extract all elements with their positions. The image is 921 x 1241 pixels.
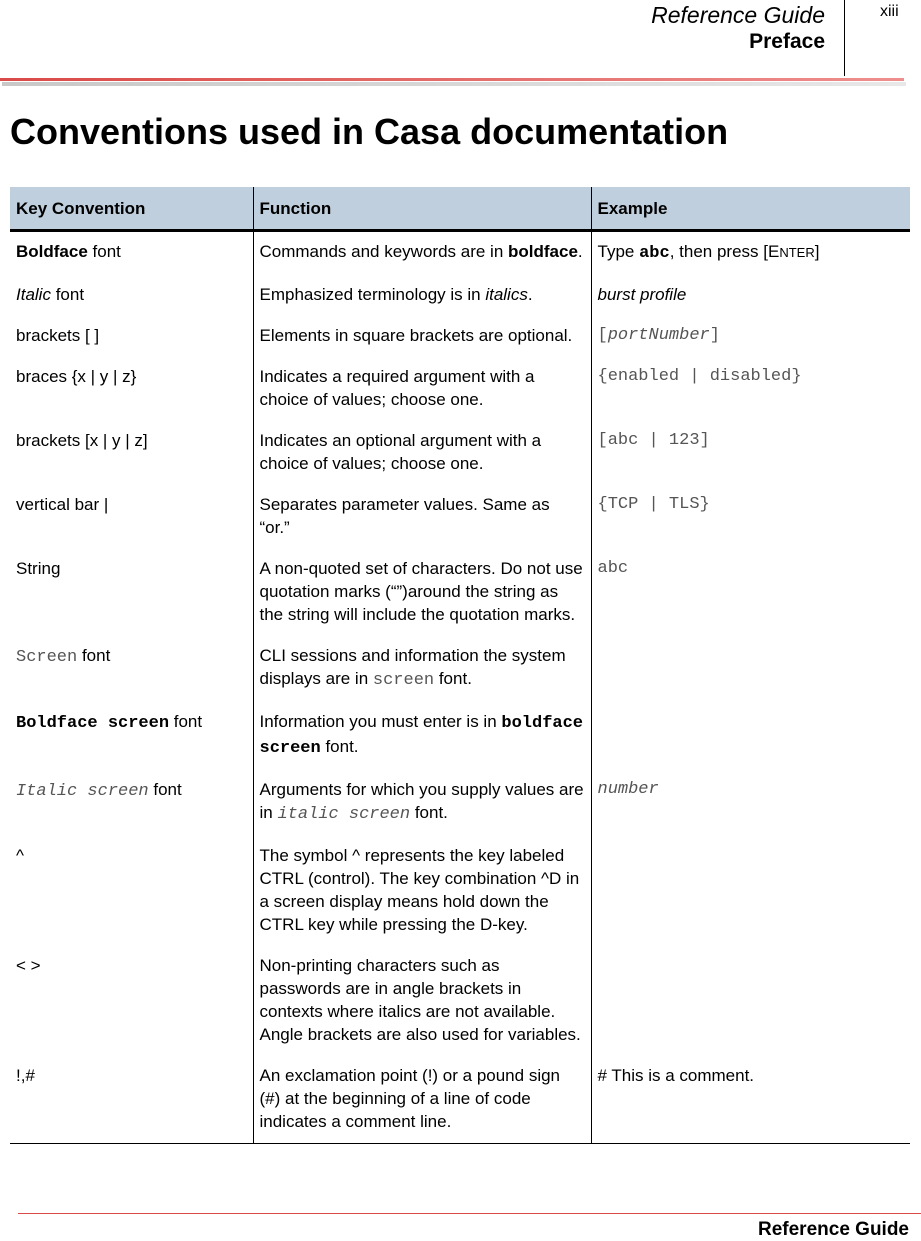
example-cell: [abc | 123] xyxy=(591,421,910,485)
key-rest: font xyxy=(148,780,182,799)
example-cell xyxy=(591,275,910,316)
function-code: screen xyxy=(372,671,435,690)
key-cell xyxy=(10,636,253,702)
function-code: italic screen xyxy=(277,805,411,824)
key-code: Boldface screen xyxy=(16,714,170,733)
example-cell xyxy=(591,316,910,357)
header-divider xyxy=(844,0,845,76)
table-row xyxy=(10,946,910,1056)
key-cell xyxy=(10,702,253,770)
key-bold: Boldface xyxy=(16,242,88,261)
column-header-function: Function xyxy=(253,187,591,231)
table-row xyxy=(10,770,910,836)
key-cell: brackets [x | y | z] xyxy=(16,431,148,450)
key-rest: font xyxy=(169,712,203,731)
example-mid: , then press [ xyxy=(669,242,768,261)
key-cell xyxy=(10,231,253,276)
key-rest: font xyxy=(77,646,111,665)
function-post: font. xyxy=(410,803,448,822)
function-cell xyxy=(253,702,591,770)
function-code: boldface screen xyxy=(259,714,584,758)
header-guide-title: Reference Guide xyxy=(651,2,825,28)
column-header-example: Example xyxy=(591,187,910,231)
page-number: xiii xyxy=(880,3,899,20)
example-pre: Type xyxy=(597,242,640,261)
function-pre: CLI sessions and information the system displays are in xyxy=(259,646,566,688)
example-cell xyxy=(591,946,910,1056)
function-post: . xyxy=(577,242,583,261)
header-rule xyxy=(0,78,904,81)
example-pre: [ xyxy=(597,326,608,345)
example-italic: burst profile xyxy=(597,285,687,304)
function-pre: Emphasized terminology is in xyxy=(259,285,486,304)
footer-guide-title: Reference Guide xyxy=(758,1219,909,1240)
table-row xyxy=(10,549,910,636)
function-pre: Arguments for which you supply values are in xyxy=(259,780,584,822)
function-cell xyxy=(253,770,591,836)
column-header-key: Key Convention xyxy=(10,187,253,231)
key-cell: brackets [ ] xyxy=(16,326,100,345)
function-post: font. xyxy=(434,669,472,688)
function-cell: Separates parameter values. Same as “or.” xyxy=(253,485,591,549)
table-row xyxy=(10,836,910,946)
function-bold: boldface xyxy=(508,242,578,261)
key-cell xyxy=(10,770,253,836)
key-code: Screen xyxy=(16,648,78,667)
example-cell: number xyxy=(591,770,910,836)
table-row xyxy=(10,316,910,357)
example-post: ] xyxy=(814,242,820,261)
table-row xyxy=(10,1056,910,1144)
table-header-row xyxy=(10,187,910,231)
function-pre: Information you must enter is in xyxy=(259,712,502,731)
key-cell xyxy=(10,275,253,316)
enter-key-rest: NTER xyxy=(779,245,815,260)
function-italic: italics xyxy=(485,285,528,304)
key-cell: < > xyxy=(16,956,41,975)
example-cell: {TCP | TLS} xyxy=(591,485,910,549)
example-cell: abc xyxy=(591,549,910,636)
header-rule-shadow xyxy=(2,82,906,86)
function-post: font. xyxy=(320,737,359,756)
function-cell xyxy=(253,275,591,316)
example-cell: # This is a comment. xyxy=(591,1056,910,1144)
function-cell: An exclamation point (!) or a pound sign (#) at the beginning of a line of code indicates a comment line. xyxy=(253,1056,591,1144)
example-post: ] xyxy=(709,326,720,345)
table-row xyxy=(10,485,910,549)
function-cell: Indicates a required argument with a choice of values; choose one. xyxy=(253,357,591,421)
example-code: abc xyxy=(639,244,670,263)
table-row xyxy=(10,702,910,770)
function-pre: Commands and keywords are in xyxy=(259,242,509,261)
table-row xyxy=(10,357,910,421)
key-cell: ^ xyxy=(16,846,24,865)
function-post: . xyxy=(527,285,533,304)
example-cell xyxy=(591,636,910,702)
header-section-title: Preface xyxy=(749,30,825,53)
enter-key-initial: E xyxy=(767,242,780,261)
key-cell: braces {x | y | z} xyxy=(16,367,137,386)
key-italic: Italic xyxy=(16,285,51,304)
function-cell: Elements in square brackets are optional. xyxy=(253,316,591,357)
function-cell xyxy=(253,636,591,702)
key-rest: font xyxy=(50,285,85,304)
table-row xyxy=(10,275,910,316)
table-row xyxy=(10,231,910,276)
key-cell: !,# xyxy=(10,1056,253,1144)
conventions-table xyxy=(10,187,910,1144)
function-cell: A non-quoted set of characters. Do not use quotation marks (“”)around the string as the string will include the quotation marks. xyxy=(253,549,591,636)
example-cell xyxy=(591,231,910,276)
function-cell: Indicates an optional argument with a choice of values; choose one. xyxy=(253,421,591,485)
function-cell: The symbol ^ represents the key labeled CTRL (control). The key combination ^D in a screen display means hold down the CTRL key while pressing the D-key. xyxy=(253,836,591,946)
function-cell xyxy=(253,231,591,276)
page-title: Conventions used in Casa documentation xyxy=(10,111,729,152)
function-cell: Non-printing characters such as passwords are in angle brackets in contexts where italics are not available. Angle brackets are also used for variables. xyxy=(253,946,591,1056)
example-italic: portNumber xyxy=(607,326,710,345)
table-row xyxy=(10,636,910,702)
key-code: Italic screen xyxy=(16,782,149,801)
key-cell: String xyxy=(16,559,61,578)
table-row xyxy=(10,421,910,485)
footer-rule xyxy=(18,1213,921,1214)
example-cell: {enabled | disabled} xyxy=(591,357,910,421)
key-cell: vertical bar | xyxy=(16,495,109,514)
example-cell xyxy=(591,702,910,770)
example-cell xyxy=(591,836,910,946)
key-rest: font xyxy=(87,242,121,261)
